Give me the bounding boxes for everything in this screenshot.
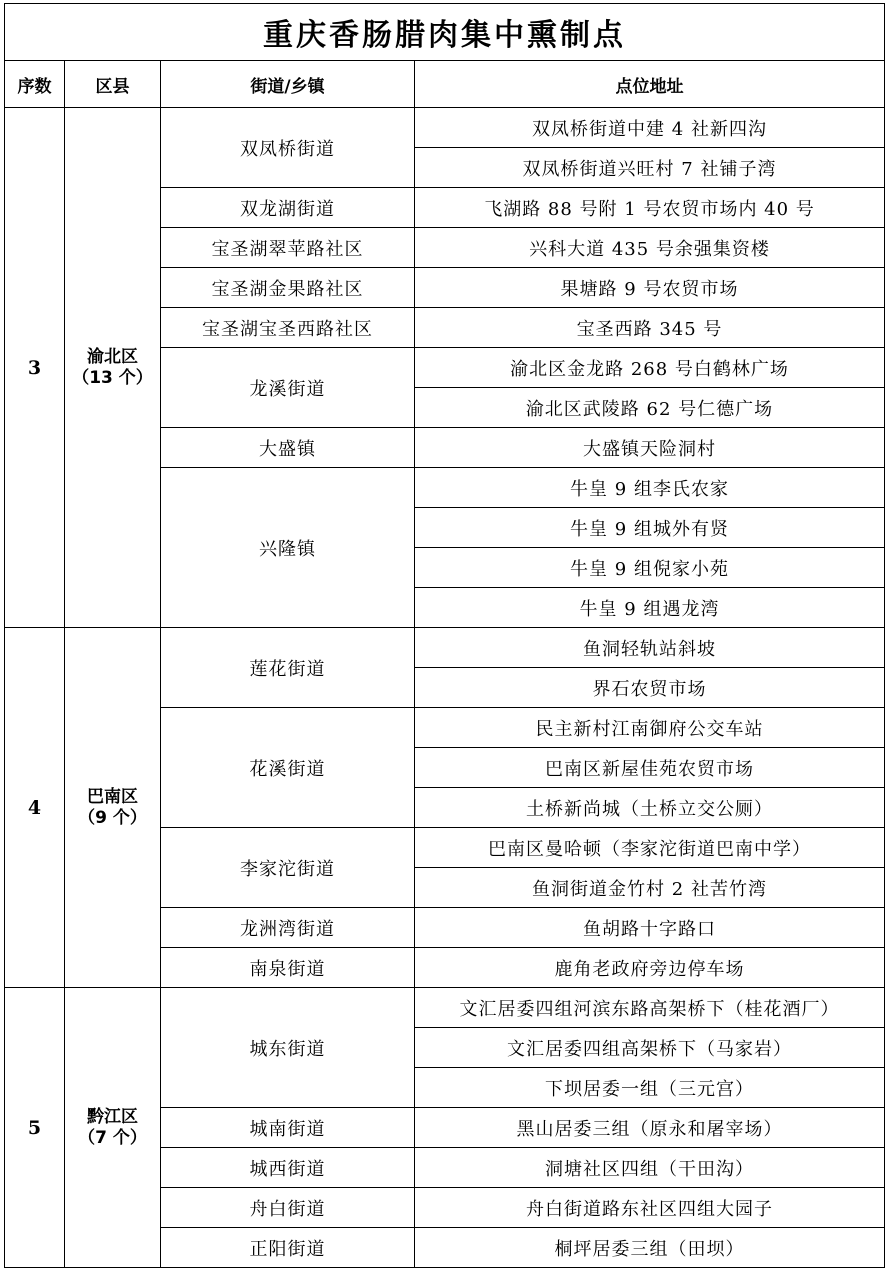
address-cell: 宝圣西路 345 号 xyxy=(415,308,885,348)
street-cell: 宝圣湖翠苹路社区 xyxy=(161,228,415,268)
address-cell: 鱼洞轻轨站斜坡 xyxy=(415,628,885,668)
district-count: （13 个） xyxy=(72,367,153,388)
street-cell: 宝圣湖金果路社区 xyxy=(161,268,415,308)
street-cell: 李家沱街道 xyxy=(161,828,415,908)
address-cell: 桐坪居委三组（田坝） xyxy=(415,1228,885,1268)
street-cell: 宝圣湖宝圣西路社区 xyxy=(161,308,415,348)
address-cell: 洞塘社区四组（干田沟） xyxy=(415,1148,885,1188)
header-row xyxy=(5,61,885,108)
street-cell: 双龙湖街道 xyxy=(161,188,415,228)
district-count: （9 个） xyxy=(78,807,147,828)
address-cell: 巴南区曼哈顿（李家沱街道巴南中学） xyxy=(415,828,885,868)
street-cell: 南泉街道 xyxy=(161,948,415,988)
street-cell: 城东街道 xyxy=(161,988,415,1108)
address-cell: 飞湖路 88 号附 1 号农贸市场内 40 号 xyxy=(415,188,885,228)
header-district: 区县 xyxy=(65,61,161,108)
address-cell: 界石农贸市场 xyxy=(415,668,885,708)
street-cell: 莲花街道 xyxy=(161,628,415,708)
group-seq: 3 xyxy=(5,108,65,628)
street-cell: 舟白街道 xyxy=(161,1188,415,1228)
street-cell: 大盛镇 xyxy=(161,428,415,468)
address-cell: 双凤桥街道中建 4 社新四沟 xyxy=(415,108,885,148)
page-title: 重庆香肠腊肉集中熏制点 xyxy=(5,4,885,61)
group-seq: 4 xyxy=(5,628,65,988)
district-name: 渝北区 xyxy=(87,346,138,367)
district-cell xyxy=(65,108,161,628)
table-row xyxy=(5,628,885,668)
address-cell: 黑山居委三组（原永和屠宰场） xyxy=(415,1108,885,1148)
street-cell: 龙溪街道 xyxy=(161,348,415,428)
district-cell xyxy=(65,988,161,1268)
address-cell: 大盛镇天险洞村 xyxy=(415,428,885,468)
header-seq: 序数 xyxy=(5,61,65,108)
address-cell: 舟白街道路东社区四组大园子 xyxy=(415,1188,885,1228)
table-row xyxy=(5,988,885,1028)
address-cell: 下坝居委一组（三元宫） xyxy=(415,1068,885,1108)
address-cell: 牛皇 9 组李氏农家 xyxy=(415,468,885,508)
address-cell: 土桥新尚城（土桥立交公厕） xyxy=(415,788,885,828)
district-name: 巴南区 xyxy=(87,786,138,807)
street-cell: 正阳街道 xyxy=(161,1228,415,1268)
district-count: （7 个） xyxy=(78,1127,147,1148)
title-row xyxy=(5,4,885,61)
address-cell: 双凤桥街道兴旺村 7 社铺子湾 xyxy=(415,148,885,188)
collection-points-table xyxy=(4,3,885,1268)
street-cell: 城南街道 xyxy=(161,1108,415,1148)
address-cell: 鱼胡路十字路口 xyxy=(415,908,885,948)
address-cell: 鹿角老政府旁边停车场 xyxy=(415,948,885,988)
address-cell: 渝北区金龙路 268 号白鹤林广场 xyxy=(415,348,885,388)
address-cell: 文汇居委四组河滨东路高架桥下（桂花酒厂） xyxy=(415,988,885,1028)
address-cell: 鱼洞街道金竹村 2 社苦竹湾 xyxy=(415,868,885,908)
street-cell: 龙洲湾街道 xyxy=(161,908,415,948)
address-cell: 巴南区新屋佳苑农贸市场 xyxy=(415,748,885,788)
address-cell: 牛皇 9 组城外有贤 xyxy=(415,508,885,548)
address-cell: 牛皇 9 组遇龙湾 xyxy=(415,588,885,628)
address-cell: 牛皇 9 组倪家小苑 xyxy=(415,548,885,588)
address-cell: 民主新村江南御府公交车站 xyxy=(415,708,885,748)
address-cell: 渝北区武陵路 62 号仁德广场 xyxy=(415,388,885,428)
header-address: 点位地址 xyxy=(415,61,885,108)
address-cell: 兴科大道 435 号余强集资楼 xyxy=(415,228,885,268)
header-street: 街道/乡镇 xyxy=(161,61,415,108)
group-seq: 5 xyxy=(5,988,65,1268)
table-row xyxy=(5,108,885,148)
street-cell: 城西街道 xyxy=(161,1148,415,1188)
street-cell: 双凤桥街道 xyxy=(161,108,415,188)
street-cell: 花溪街道 xyxy=(161,708,415,828)
street-cell: 兴隆镇 xyxy=(161,468,415,628)
address-cell: 文汇居委四组高架桥下（马家岩） xyxy=(415,1028,885,1068)
address-cell: 果塘路 9 号农贸市场 xyxy=(415,268,885,308)
district-cell xyxy=(65,628,161,988)
district-name: 黔江区 xyxy=(87,1106,138,1127)
